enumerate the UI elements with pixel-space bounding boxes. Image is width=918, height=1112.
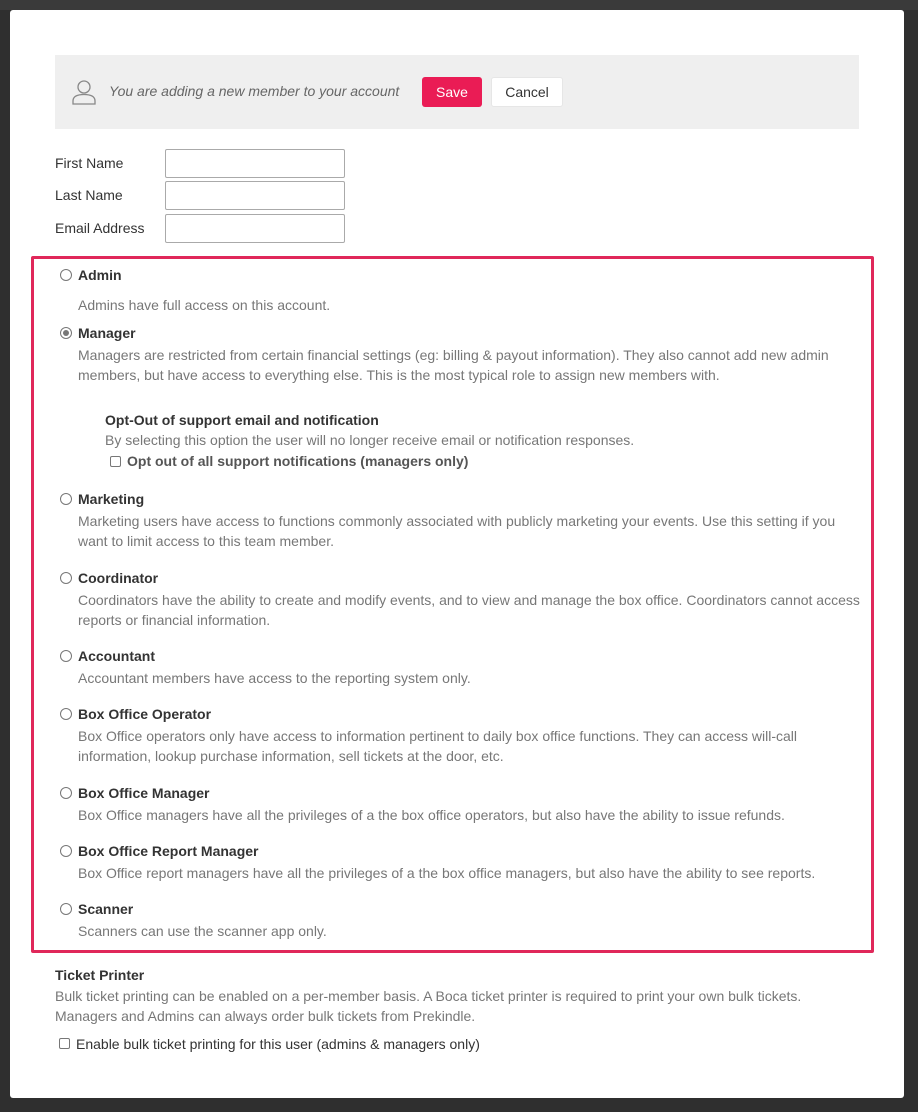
role-accountant-description: Accountant members have access to the reporting system only. — [78, 670, 471, 686]
role-box-office-report-manager-label[interactable]: Box Office Report Manager — [78, 843, 259, 859]
email-input[interactable] — [165, 214, 345, 243]
role-coordinator-description: Coordinators have the ability to create and modify events, and to view and manage the box office. Coordinators cannot access reports or financial information. — [78, 592, 860, 628]
role-box-office-report-manager-radio[interactable] — [60, 845, 72, 857]
ticket-printer-title: Ticket Printer — [55, 967, 145, 983]
role-scanner-label[interactable]: Scanner — [78, 901, 134, 917]
last-name-label: Last Name — [55, 187, 123, 203]
banner-message: You are adding a new member to your account — [109, 83, 400, 99]
role-box-office-manager-radio[interactable] — [60, 787, 72, 799]
role-box-office-operator-description: Box Office operators only have access to information pertinent to daily box office functions. They can access will-call information, lookup purchase information, sell tickets at the door, etc. — [78, 728, 798, 764]
role-accountant-label[interactable]: Accountant — [78, 648, 155, 664]
role-admin-description: Admins have full access on this account. — [78, 297, 331, 313]
role-marketing-radio[interactable] — [60, 493, 72, 505]
optout-checkbox-label[interactable]: Opt out of all support notifications (managers only) — [127, 453, 469, 469]
email-label: Email Address — [55, 220, 145, 236]
role-coordinator-radio[interactable] — [60, 572, 72, 584]
role-box-office-manager-description: Box Office managers have all the privileges of a the box office operators, but also have the ability to issue refunds. — [78, 807, 785, 823]
info-banner — [55, 55, 859, 129]
role-scanner-radio[interactable] — [60, 903, 72, 915]
optout-description: By selecting this option the user will no longer receive email or notification responses. — [105, 432, 635, 448]
ticket-printer-description: Bulk ticket printing can be enabled on a per-member basis. A Boca ticket printer is required to print your own bulk tickets. Managers and Admins can always order bulk tickets from Prekindle. — [55, 988, 802, 1024]
first-name-row — [55, 149, 355, 179]
email-row — [55, 214, 355, 244]
role-manager-label[interactable]: Manager — [78, 325, 136, 341]
role-coordinator-label[interactable]: Coordinator — [78, 570, 159, 586]
role-accountant-radio[interactable] — [60, 650, 72, 662]
role-box-office-manager-label[interactable]: Box Office Manager — [78, 785, 210, 801]
role-manager-radio[interactable] — [60, 327, 72, 339]
user-icon — [72, 79, 96, 105]
roles-highlight-box — [31, 256, 874, 953]
cancel-button[interactable]: Cancel — [491, 77, 563, 107]
last-name-input[interactable] — [165, 181, 345, 210]
backdrop — [0, 0, 918, 10]
role-box-office-operator-label[interactable]: Box Office Operator — [78, 706, 212, 722]
last-name-row — [55, 181, 355, 211]
role-marketing-description: Marketing users have access to functions commonly associated with publicly marketing your events. Use this setting if you want to limit access to this team member. — [78, 513, 836, 549]
first-name-input[interactable] — [165, 149, 345, 178]
save-button[interactable]: Save — [422, 77, 482, 107]
optout-title: Opt-Out of support email and notification — [105, 412, 379, 428]
add-member-modal — [10, 10, 904, 1098]
bulk-printing-checkbox[interactable] — [59, 1038, 70, 1049]
role-admin-radio[interactable] — [60, 269, 72, 281]
role-manager-description: Managers are restricted from certain financial settings (eg: billing & payout information). They also cannot add new admin members, but have access to everything else. This is the most typical role to assign new members with. — [78, 347, 829, 383]
role-box-office-report-manager-description: Box Office report managers have all the privileges of a the box office managers, but also have the ability to see reports. — [78, 865, 816, 881]
optout-checkbox[interactable] — [110, 456, 121, 467]
bulk-printing-checkbox-label[interactable]: Enable bulk ticket printing for this user (admins & managers only) — [76, 1036, 480, 1052]
role-box-office-operator-radio[interactable] — [60, 708, 72, 720]
first-name-label: First Name — [55, 155, 124, 171]
role-marketing-label[interactable]: Marketing — [78, 491, 145, 507]
role-scanner-description: Scanners can use the scanner app only. — [78, 923, 327, 939]
role-admin-label[interactable]: Admin — [78, 267, 122, 283]
